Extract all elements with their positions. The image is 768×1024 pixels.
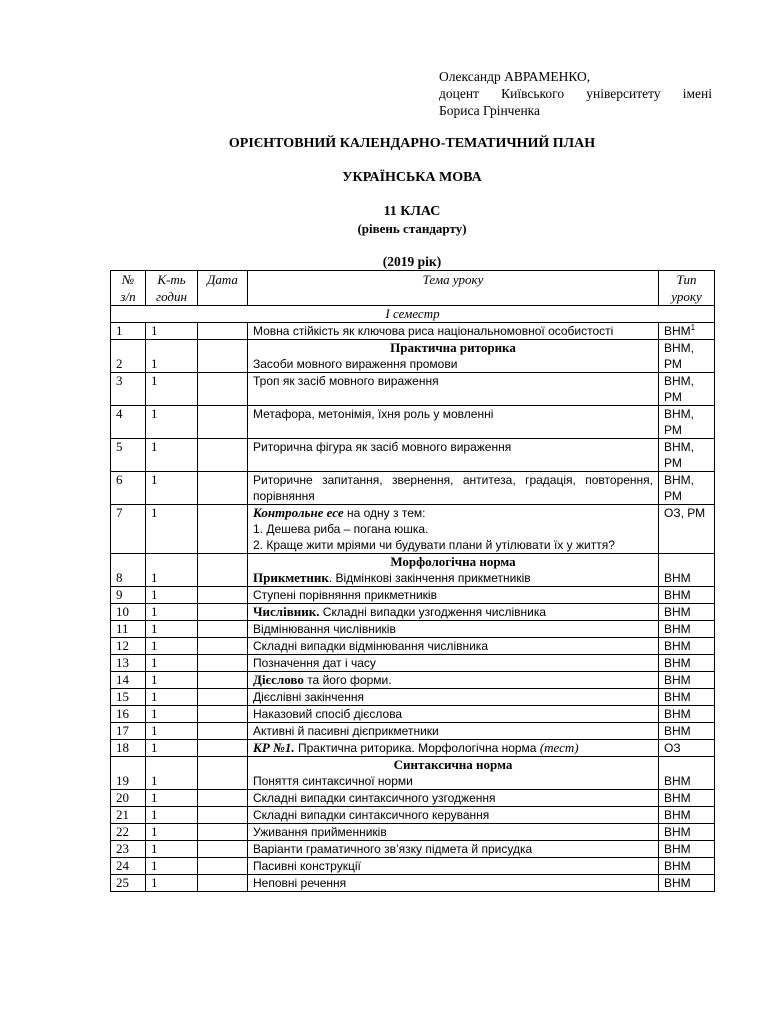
row-date xyxy=(198,689,248,706)
row-num: 16 xyxy=(111,706,146,723)
row-topic-text: Поняття синтаксичної норми xyxy=(253,774,413,788)
row-hours: 1 xyxy=(146,604,198,621)
row-type: ВНМ, РМ xyxy=(659,472,715,505)
section-heading-morph: Морфологічна норма xyxy=(390,554,516,569)
row-hours: 1 xyxy=(146,554,198,587)
row-type: ВНМ xyxy=(659,807,715,824)
row-type-value: ВНМ xyxy=(664,324,691,338)
row-topic-line: 1. Дешева риба – погана юшка. xyxy=(253,522,429,536)
row-type: ВНМ xyxy=(659,790,715,807)
row-date xyxy=(198,790,248,807)
row-hours: 1 xyxy=(146,323,198,340)
row-hours: 1 xyxy=(146,740,198,757)
row-topic: Неповні речення xyxy=(248,875,659,892)
row-num: 25 xyxy=(111,875,146,892)
row-num: 9 xyxy=(111,587,146,604)
row-date xyxy=(198,723,248,740)
row-type: ВНМ xyxy=(659,875,715,892)
row-num: 21 xyxy=(111,807,146,824)
table-row xyxy=(111,875,715,892)
header-type: Тип уроку xyxy=(659,271,715,306)
row-num: 6 xyxy=(111,472,146,505)
row-num: 23 xyxy=(111,841,146,858)
row-topic: Складні випадки синтаксичного керування xyxy=(248,807,659,824)
table-row xyxy=(111,340,715,373)
table-row xyxy=(111,373,715,406)
row-num: 14 xyxy=(111,672,146,689)
row-num: 11 xyxy=(111,621,146,638)
row-date xyxy=(198,824,248,841)
author-university: Бориса Грінченка xyxy=(439,103,541,118)
row-hours: 1 xyxy=(146,638,198,655)
row-date xyxy=(198,621,248,638)
header-hours: К-ть годин xyxy=(146,271,198,306)
row-hours: 1 xyxy=(146,587,198,604)
row-topic: Риторична фігура як засіб мовного вираження xyxy=(248,439,659,472)
table-row xyxy=(111,505,715,554)
row-topic: Наказовий спосіб дієслова xyxy=(248,706,659,723)
row-num: 15 xyxy=(111,689,146,706)
footnote-mark: 1 xyxy=(690,323,696,332)
row-date xyxy=(198,340,248,373)
row-date xyxy=(198,604,248,621)
section-heading-syntax: Синтаксична норма xyxy=(393,757,513,772)
row-date xyxy=(198,757,248,790)
row-date xyxy=(198,505,248,554)
row-topic-bold: Дієслово xyxy=(253,672,304,687)
row-hours: 1 xyxy=(146,858,198,875)
row-topic xyxy=(248,340,659,373)
row-type: ВНМ xyxy=(659,723,715,740)
table-row xyxy=(111,689,715,706)
row-topic-italic: (тест) xyxy=(539,740,579,755)
row-num: 3 xyxy=(111,373,146,406)
row-type: ВНМ xyxy=(659,672,715,689)
row-hours: 1 xyxy=(146,723,198,740)
row-date xyxy=(198,841,248,858)
row-date xyxy=(198,706,248,723)
row-num: 7 xyxy=(111,505,146,554)
year-subtitle: (2019 рік) xyxy=(382,254,442,269)
row-topic: Мовна стійкість як ключова риса національномовної особистості xyxy=(248,323,659,340)
row-hours: 1 xyxy=(146,439,198,472)
row-type: ВНМ xyxy=(659,655,715,672)
row-topic xyxy=(248,505,659,554)
row-date xyxy=(198,875,248,892)
row-num: 20 xyxy=(111,790,146,807)
table-row xyxy=(111,472,715,505)
table-row xyxy=(111,841,715,858)
row-topic xyxy=(248,757,659,790)
row-date xyxy=(198,439,248,472)
row-topic xyxy=(248,554,659,587)
row-date xyxy=(198,638,248,655)
row-topic: Уживання прийменників xyxy=(248,824,659,841)
row-topic-text: Засоби мовного вираження промови xyxy=(253,357,458,371)
table-row xyxy=(111,323,715,340)
row-topic xyxy=(248,672,659,689)
row-num: 10 xyxy=(111,604,146,621)
row-type: ВНМ xyxy=(659,554,715,587)
row-hours: 1 xyxy=(146,689,198,706)
table-row xyxy=(111,621,715,638)
row-topic-rest: . Відмінкові закінчення прикметників xyxy=(328,571,531,585)
row-topic: Позначення дат і часу xyxy=(248,655,659,672)
row-topic: Варіанти граматичного зв’язку підмета й присудка xyxy=(248,841,659,858)
row-hours: 1 xyxy=(146,841,198,858)
row-type xyxy=(659,323,715,340)
table-row xyxy=(111,807,715,824)
level-subtitle: (рівень стандарту) xyxy=(357,221,467,236)
table-row xyxy=(111,439,715,472)
row-hours: 1 xyxy=(146,472,198,505)
row-type: ВНМ, РМ xyxy=(659,340,715,373)
row-topic: Складні випадки синтаксичного узгодження xyxy=(248,790,659,807)
row-topic-rest: Практична риторика. Морфологічна норма xyxy=(294,741,540,755)
table-row xyxy=(111,706,715,723)
row-topic-bold: КР №1. xyxy=(253,740,295,755)
document-title: ОРІЄНТОВНИЙ КАЛЕНДАРНО-ТЕМАТИЧНИЙ ПЛАН xyxy=(228,136,596,151)
row-type: ОЗ xyxy=(659,740,715,757)
table-row xyxy=(111,638,715,655)
row-topic xyxy=(248,604,659,621)
table-row xyxy=(111,587,715,604)
row-type: ВНМ, РМ xyxy=(659,373,715,406)
table-row xyxy=(111,740,715,757)
semester-row xyxy=(111,306,715,323)
table-row xyxy=(111,672,715,689)
row-date xyxy=(198,858,248,875)
row-num: 24 xyxy=(111,858,146,875)
row-hours: 1 xyxy=(146,621,198,638)
row-num: 12 xyxy=(111,638,146,655)
row-topic: Відмінювання числівників xyxy=(248,621,659,638)
row-num: 1 xyxy=(111,323,146,340)
author-position: доцент Київського університету імені xyxy=(439,86,712,101)
plan-table xyxy=(110,270,715,892)
table-row xyxy=(111,858,715,875)
row-hours: 1 xyxy=(146,373,198,406)
table-row xyxy=(111,604,715,621)
row-hours: 1 xyxy=(146,406,198,439)
table-row xyxy=(111,655,715,672)
table-row xyxy=(111,824,715,841)
row-type: ВНМ xyxy=(659,824,715,841)
table-row xyxy=(111,790,715,807)
row-date xyxy=(198,323,248,340)
row-topic: Риторичне запитання, звернення, антитеза, градація, повторення, порівняння xyxy=(248,472,659,505)
row-date xyxy=(198,655,248,672)
section-heading-rhetoric: Практична риторика xyxy=(390,340,516,355)
author-name: Олександр АВРАМЕНКО, xyxy=(439,69,591,84)
row-topic: Ступені порівняння прикметників xyxy=(248,587,659,604)
row-num: 2 xyxy=(111,340,146,373)
row-hours: 1 xyxy=(146,875,198,892)
row-num: 8 xyxy=(111,554,146,587)
row-topic-bold: Прикметник xyxy=(253,570,329,585)
row-topic-line xyxy=(253,505,653,521)
row-type: ВНМ xyxy=(659,858,715,875)
row-topic-bold: Контрольне есе xyxy=(253,505,344,520)
row-topic: Метафора, метонімія, їхня роль у мовленні xyxy=(248,406,659,439)
table-row xyxy=(111,723,715,740)
row-hours: 1 xyxy=(146,706,198,723)
row-num: 17 xyxy=(111,723,146,740)
row-topic-bold: Числівник. xyxy=(253,604,320,619)
row-hours: 1 xyxy=(146,757,198,790)
row-topic: Активні й пасивні дієприкметники xyxy=(248,723,659,740)
table-header-row xyxy=(111,271,715,306)
row-date xyxy=(198,672,248,689)
header-topic: Тема уроку xyxy=(248,271,659,306)
row-type: ВНМ, РМ xyxy=(659,406,715,439)
row-type: ВНМ xyxy=(659,757,715,790)
header-date: Дата xyxy=(198,271,248,306)
row-num: 19 xyxy=(111,757,146,790)
row-date xyxy=(198,472,248,505)
row-topic-line: 2. Краще жити мріями чи будувати плани й утілювати їх у життя? xyxy=(253,538,615,552)
row-topic-rest: на одну з тем: xyxy=(343,506,426,520)
row-type: ВНМ xyxy=(659,587,715,604)
table-row xyxy=(111,757,715,790)
row-topic: Пасивні конструкції xyxy=(248,858,659,875)
row-date xyxy=(198,587,248,604)
row-type: ВНМ xyxy=(659,621,715,638)
header-num: № з/п xyxy=(111,271,146,306)
row-type: ВНМ xyxy=(659,706,715,723)
row-topic-rest: Складні випадки узгодження числівника xyxy=(319,605,547,619)
table-row xyxy=(111,554,715,587)
semester-label: І семестр xyxy=(111,306,715,323)
row-type: ВНМ xyxy=(659,604,715,621)
table-row xyxy=(111,406,715,439)
row-num: 18 xyxy=(111,740,146,757)
row-hours: 1 xyxy=(146,655,198,672)
grade-title: 11 КЛАС xyxy=(383,204,441,219)
row-topic: Дієслівні закінчення xyxy=(248,689,659,706)
row-hours: 1 xyxy=(146,824,198,841)
row-type: ВНМ, РМ xyxy=(659,439,715,472)
row-hours: 1 xyxy=(146,790,198,807)
row-num: 13 xyxy=(111,655,146,672)
row-date xyxy=(198,807,248,824)
row-topic-rest: та його форми. xyxy=(303,673,392,687)
row-date xyxy=(198,554,248,587)
row-topic: Складні випадки відмінювання числівника xyxy=(248,638,659,655)
row-num: 4 xyxy=(111,406,146,439)
row-type: ВНМ xyxy=(659,841,715,858)
subject-title: УКРАЇНСЬКА МОВА xyxy=(342,170,482,185)
row-type: ВНМ xyxy=(659,638,715,655)
row-topic xyxy=(248,740,659,757)
row-date xyxy=(198,740,248,757)
row-topic: Троп як засіб мовного вираження xyxy=(248,373,659,406)
row-type: ОЗ, РМ xyxy=(659,505,715,554)
row-hours: 1 xyxy=(146,340,198,373)
row-hours: 1 xyxy=(146,672,198,689)
row-hours: 1 xyxy=(146,807,198,824)
row-num: 5 xyxy=(111,439,146,472)
row-num: 22 xyxy=(111,824,146,841)
row-date xyxy=(198,406,248,439)
author-block xyxy=(439,68,712,119)
row-hours: 1 xyxy=(146,505,198,554)
row-type: ВНМ xyxy=(659,689,715,706)
row-date xyxy=(198,373,248,406)
